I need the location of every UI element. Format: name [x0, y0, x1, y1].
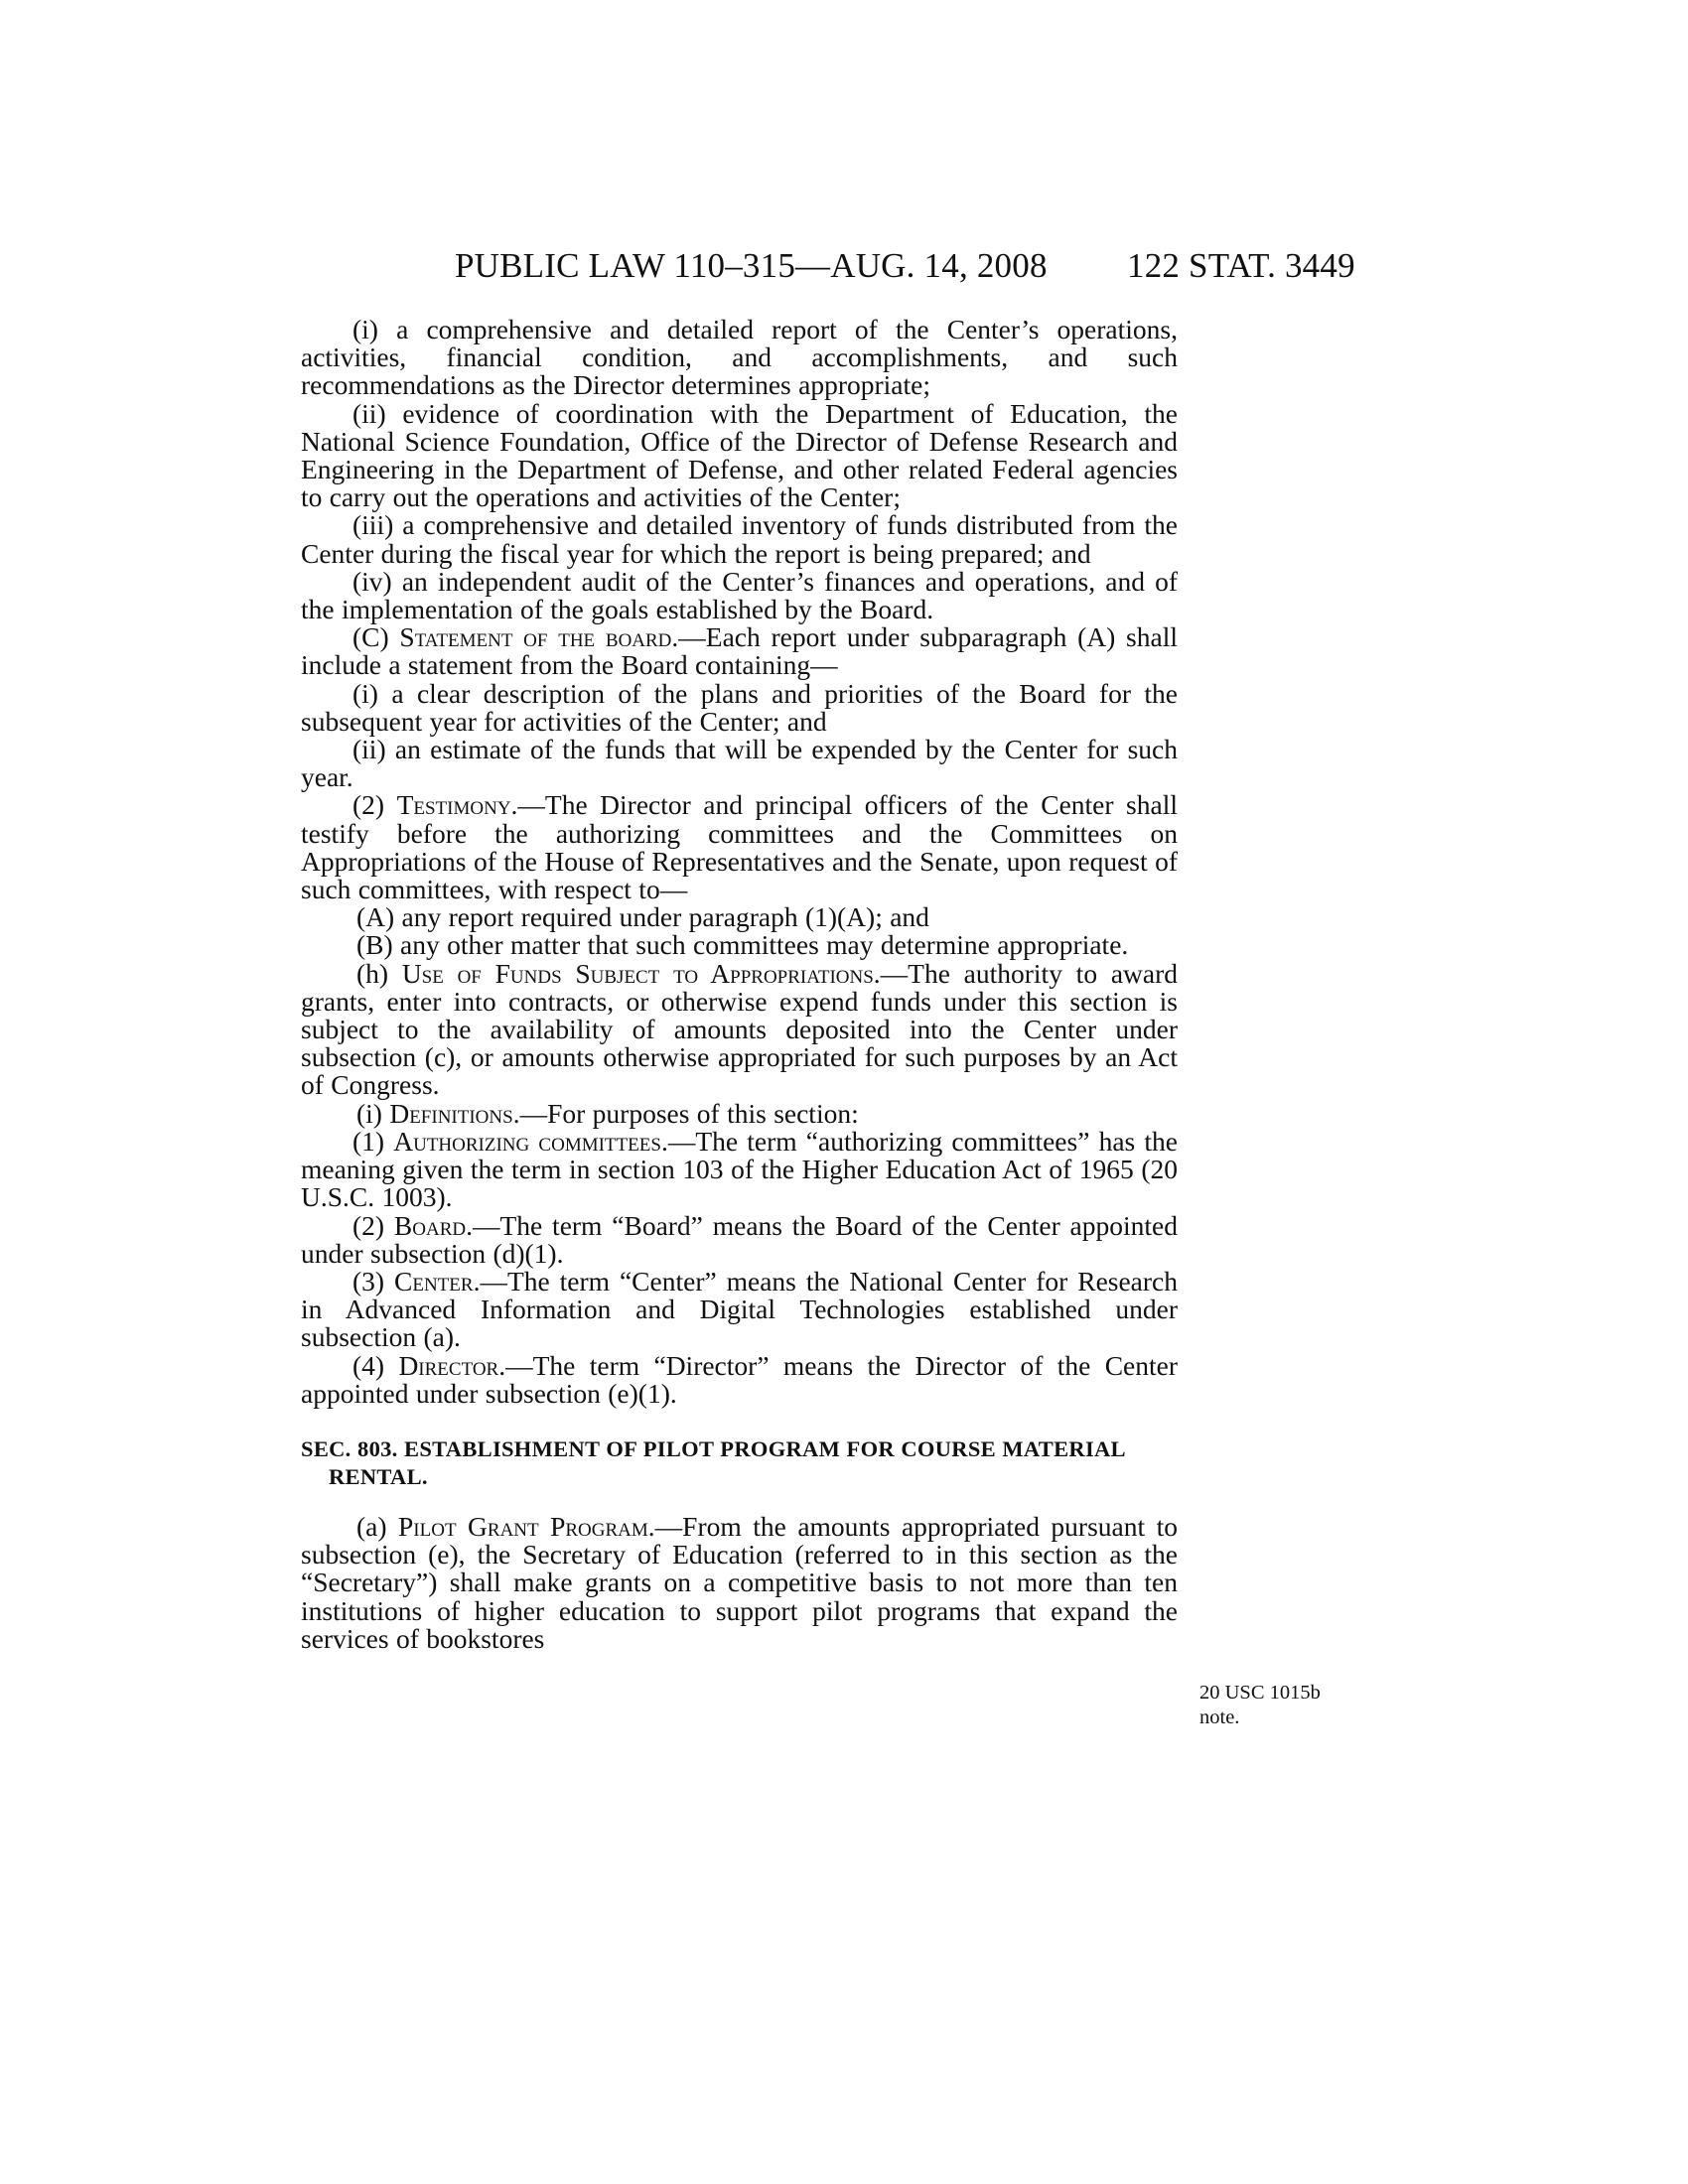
clause-c-ii: (ii) an estimate of the funds that will be expended by the Center for such year. — [301, 734, 1178, 793]
definition-2-heading: Board — [393, 1209, 467, 1241]
subsection-a-heading: Pilot Grant Program — [398, 1510, 648, 1542]
clause-i: (i) a comprehensive and detailed report of the Center’s operations, activities, financial condition, and accomplishments, and such recommendations as the Director determines appropriate; — [301, 314, 1178, 401]
subsection-h — [301, 957, 1178, 1101]
subsection-i-text: .—For purposes of this section: — [512, 1097, 859, 1129]
clause-iii: (iii) a comprehensive and detailed inventory of funds distributed from the Center during the fiscal year for which the report is being prepared; and — [301, 509, 1178, 569]
section-803-heading: SEC. 803. ESTABLISHMENT OF PILOT PROGRAM FOR COURSE MATERIAL RENTAL. — [301, 1435, 1125, 1489]
definition-2 — [301, 1209, 1178, 1269]
subsection-a-text: .—From the amounts appropriated pursuant to subsection (e), the Secretary of Education (referred to in this section as the “Secretary”) shall make grants on a competitive basis to not more than ten institutions of higher education to support pilot programs that expand the services of bookstores — [301, 1510, 1178, 1654]
subsection-h-heading: Use of Funds Subject to Appropriations — [401, 957, 874, 989]
page-number-stat: 122 STAT. 3449 — [1127, 246, 1355, 285]
subparagraph-2-b: (B) any other matter that such committees may determine appropriate. — [356, 929, 1129, 961]
statute-body — [301, 316, 1178, 1653]
definition-4 — [301, 1349, 1178, 1409]
definition-1 — [301, 1125, 1178, 1213]
subparagraph-c-heading: Statement of the board — [399, 621, 672, 653]
subsection-h-label: (h) — [356, 957, 402, 989]
definition-3-text: .—The term “Center” means the National Center for Research in Advanced Information and Digital Technologies established under subsection (a). — [301, 1265, 1178, 1353]
subparagraph-2-a: (A) any report required under paragraph (1)(A); and — [356, 901, 929, 933]
definition-2-text: .—The term “Board” means the Board of the Center appointed under subsection (d)(1). — [301, 1209, 1178, 1269]
clause-c-i: (i) a clear description of the plans and priorities of the Board for the subsequent year for activities of the Center; and — [301, 677, 1178, 737]
subsection-h-text: .—The authority to award grants, enter into contracts, or otherwise expend funds under this section is subject to the availability of amounts deposited into the Center under subsection (c), or amounts otherwise appropriated for such purposes by an Act of Congress. — [301, 957, 1178, 1101]
subsection-i-definitions — [301, 1097, 1178, 1129]
paragraph-2-testimony — [301, 791, 1178, 903]
running-header-title: PUBLIC LAW 110–315—AUG. 14, 2008 — [455, 246, 1048, 285]
margin-note-line-2: note. — [1199, 1706, 1240, 1728]
subparagraph-c-label: (C) — [352, 621, 400, 653]
margin-citation-note — [1199, 1681, 1321, 1730]
subparagraph-c — [301, 623, 1178, 679]
subsection-i-heading: Definitions — [389, 1097, 513, 1129]
definition-3 — [301, 1265, 1178, 1353]
subparagraph-c-text: .—Each report under subparagraph (A) shall include a statement from the Board containing— — [301, 621, 1178, 681]
definition-1-label: (1) — [352, 1125, 394, 1157]
margin-note-line-1: 20 USC 1015b — [1199, 1682, 1321, 1704]
definition-3-label: (3) — [352, 1265, 395, 1297]
definition-4-text: .—The term “Director” means the Director of the Center appointed under subsection (e)(1). — [301, 1349, 1178, 1409]
definition-1-text: .—The term “authorizing committees” has the meaning given the term in section 103 of the Higher Education Act of 1965 (20 U.S.C. 1003). — [301, 1125, 1178, 1213]
subsection-a-label: (a) — [356, 1510, 398, 1542]
definition-2-label: (2) — [352, 1209, 394, 1241]
paragraph-2-label: (2) — [352, 789, 397, 821]
paragraph-2-heading: Testimony — [396, 789, 511, 821]
subsection-a-pilot-grant — [301, 1510, 1178, 1654]
subsection-i-label: (i) — [356, 1097, 390, 1129]
paragraph-2-text: .—The Director and principal officers of the Center shall testify before the authorizing committees and the Committees on Appropriations of the House of Representatives and the Senate, upon request of such committees, with respect to— — [301, 789, 1178, 905]
definition-1-heading: Authorizing committees — [393, 1125, 661, 1157]
definition-3-heading: Center — [394, 1265, 474, 1297]
clause-ii: (ii) evidence of coordination with the Department of Education, the National Science Foundation, Office of the Director of Defense Research and Engineering in the Department of Defense, and other related Federal agencies to carry out the operations and activities of the Center; — [301, 397, 1178, 513]
definition-4-heading: Director — [398, 1349, 499, 1381]
definition-4-label: (4) — [352, 1349, 399, 1381]
clause-iv: (iv) an independent audit of the Center’s finances and operations, and of the implementation of the goals established by the Board. — [301, 565, 1178, 625]
